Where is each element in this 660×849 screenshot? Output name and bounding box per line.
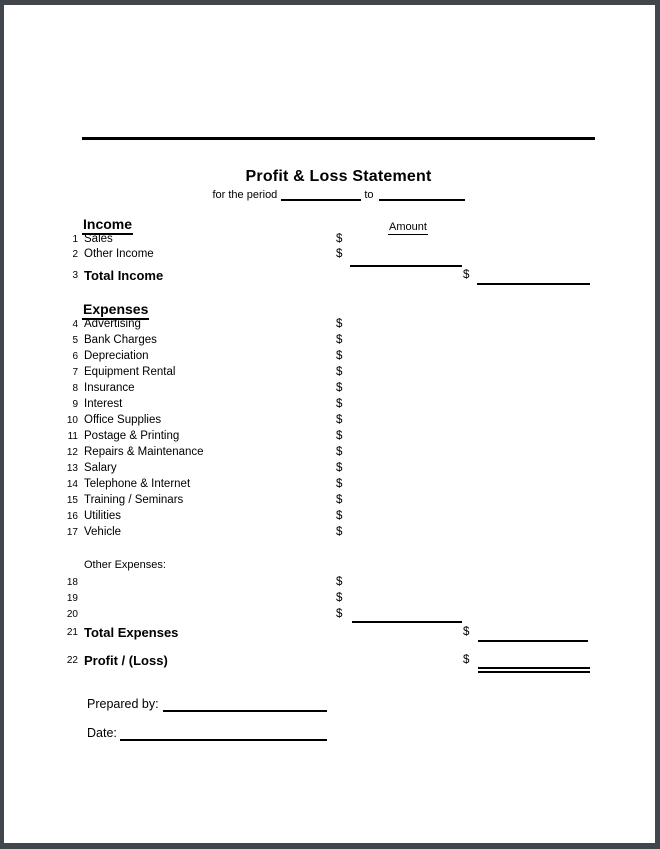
row-number: 20 [66,609,78,620]
row-number: 6 [72,351,78,362]
currency-symbol: $ [463,269,470,281]
row-label: Office Supplies [84,414,162,426]
row-number: 12 [66,447,78,458]
row-label: Interest [84,398,123,410]
row-number: 4 [72,319,78,330]
row-label: Telephone & Internet [84,478,191,490]
other-expense-row [4,575,655,590]
currency-symbol: $ [336,592,343,604]
expense-row [4,333,655,348]
currency-symbol: $ [336,334,343,346]
title-block [82,168,595,202]
period-connector-label: to [364,189,374,201]
currency-symbol: $ [463,654,470,666]
row-label: Total Income [84,268,164,283]
expense-row [4,509,655,524]
expense-row [4,413,655,428]
expense-row [4,525,655,540]
expense-row [4,397,655,412]
income-heading: Income [82,217,133,235]
currency-symbol: $ [336,398,343,410]
expense-row [4,349,655,364]
currency-symbol: $ [336,494,343,506]
row-label: Postage & Printing [84,430,180,442]
row-label: Vehicle [84,526,122,538]
row-number: 15 [66,495,78,506]
expense-row [4,461,655,476]
row-label: Other Income [84,248,154,260]
other-expense-row [4,607,655,622]
row-number: 7 [72,367,78,378]
header-rule [82,137,595,140]
row-number: 19 [66,593,78,604]
row-label: Profit / (Loss) [84,653,168,668]
page-title: Profit & Loss Statement [245,168,432,185]
expense-row [4,429,655,444]
expense-row [4,445,655,460]
currency-symbol: $ [336,366,343,378]
expenses-heading: Expenses [82,302,149,320]
period-start-blank-line [281,191,361,201]
row-label: Depreciation [84,350,149,362]
total-expenses-line [478,640,588,642]
row-number: 5 [72,335,78,346]
amount-column-header: Amount [389,221,427,233]
currency-symbol: $ [336,510,343,522]
row-number: 16 [66,511,78,522]
row-number: 14 [66,479,78,490]
row-number: 11 [67,431,78,442]
income-subtotal-line [350,265,462,267]
currency-symbol: $ [336,608,343,620]
total-expenses-row [4,625,655,640]
row-label: Salary [84,462,117,474]
row-number: 1 [72,234,78,245]
row-number: 10 [66,415,78,426]
document-page [4,5,655,843]
currency-symbol: $ [336,526,343,538]
expenses-subtotal-line [352,621,462,623]
date-label: Date: [87,726,117,740]
currency-symbol: $ [336,318,343,330]
row-number: 9 [72,399,78,410]
period-end-blank-line [379,191,465,201]
currency-symbol: $ [463,626,470,638]
total-income-line [477,283,590,285]
row-number: 13 [66,463,78,474]
row-label: Total Expenses [84,625,179,640]
row-label: Repairs & Maintenance [84,446,204,458]
row-number: 2 [72,249,78,260]
currency-symbol: $ [336,462,343,474]
expense-row [4,477,655,492]
profit-loss-double-line [478,667,590,673]
expense-row [4,381,655,396]
prepared-by-blank-line [163,710,327,712]
period-line [82,189,595,202]
currency-symbol: $ [336,414,343,426]
row-label: Advertising [84,318,141,330]
currency-symbol: $ [336,233,343,245]
date-blank-line [120,739,327,741]
prepared-by-label: Prepared by: [87,697,159,711]
currency-symbol: $ [336,446,343,458]
period-prefix-label: for the period [212,189,278,201]
row-label: Sales [84,233,113,245]
row-label: Training / Seminars [84,494,184,506]
row-number: 3 [72,270,78,281]
row-number: 17 [66,527,78,538]
row-number: 18 [66,577,78,588]
total-income-row [4,268,655,283]
other-expense-row [4,591,655,606]
expense-row [4,317,655,332]
row-label: Insurance [84,382,135,394]
row-number: 22 [66,655,78,666]
income-row [4,247,655,262]
row-number: 21 [66,627,78,638]
currency-symbol: $ [336,350,343,362]
currency-symbol: $ [336,430,343,442]
currency-symbol: $ [336,576,343,588]
currency-symbol: $ [336,248,343,260]
other-expenses-label: Other Expenses: [84,559,166,571]
expense-row [4,365,655,380]
currency-symbol: $ [336,478,343,490]
row-label: Utilities [84,510,122,522]
expense-row [4,493,655,508]
profit-loss-row [4,653,655,668]
income-row [4,232,655,247]
row-label: Bank Charges [84,334,157,346]
row-label: Equipment Rental [84,366,176,378]
row-number: 8 [72,383,78,394]
currency-symbol: $ [336,382,343,394]
